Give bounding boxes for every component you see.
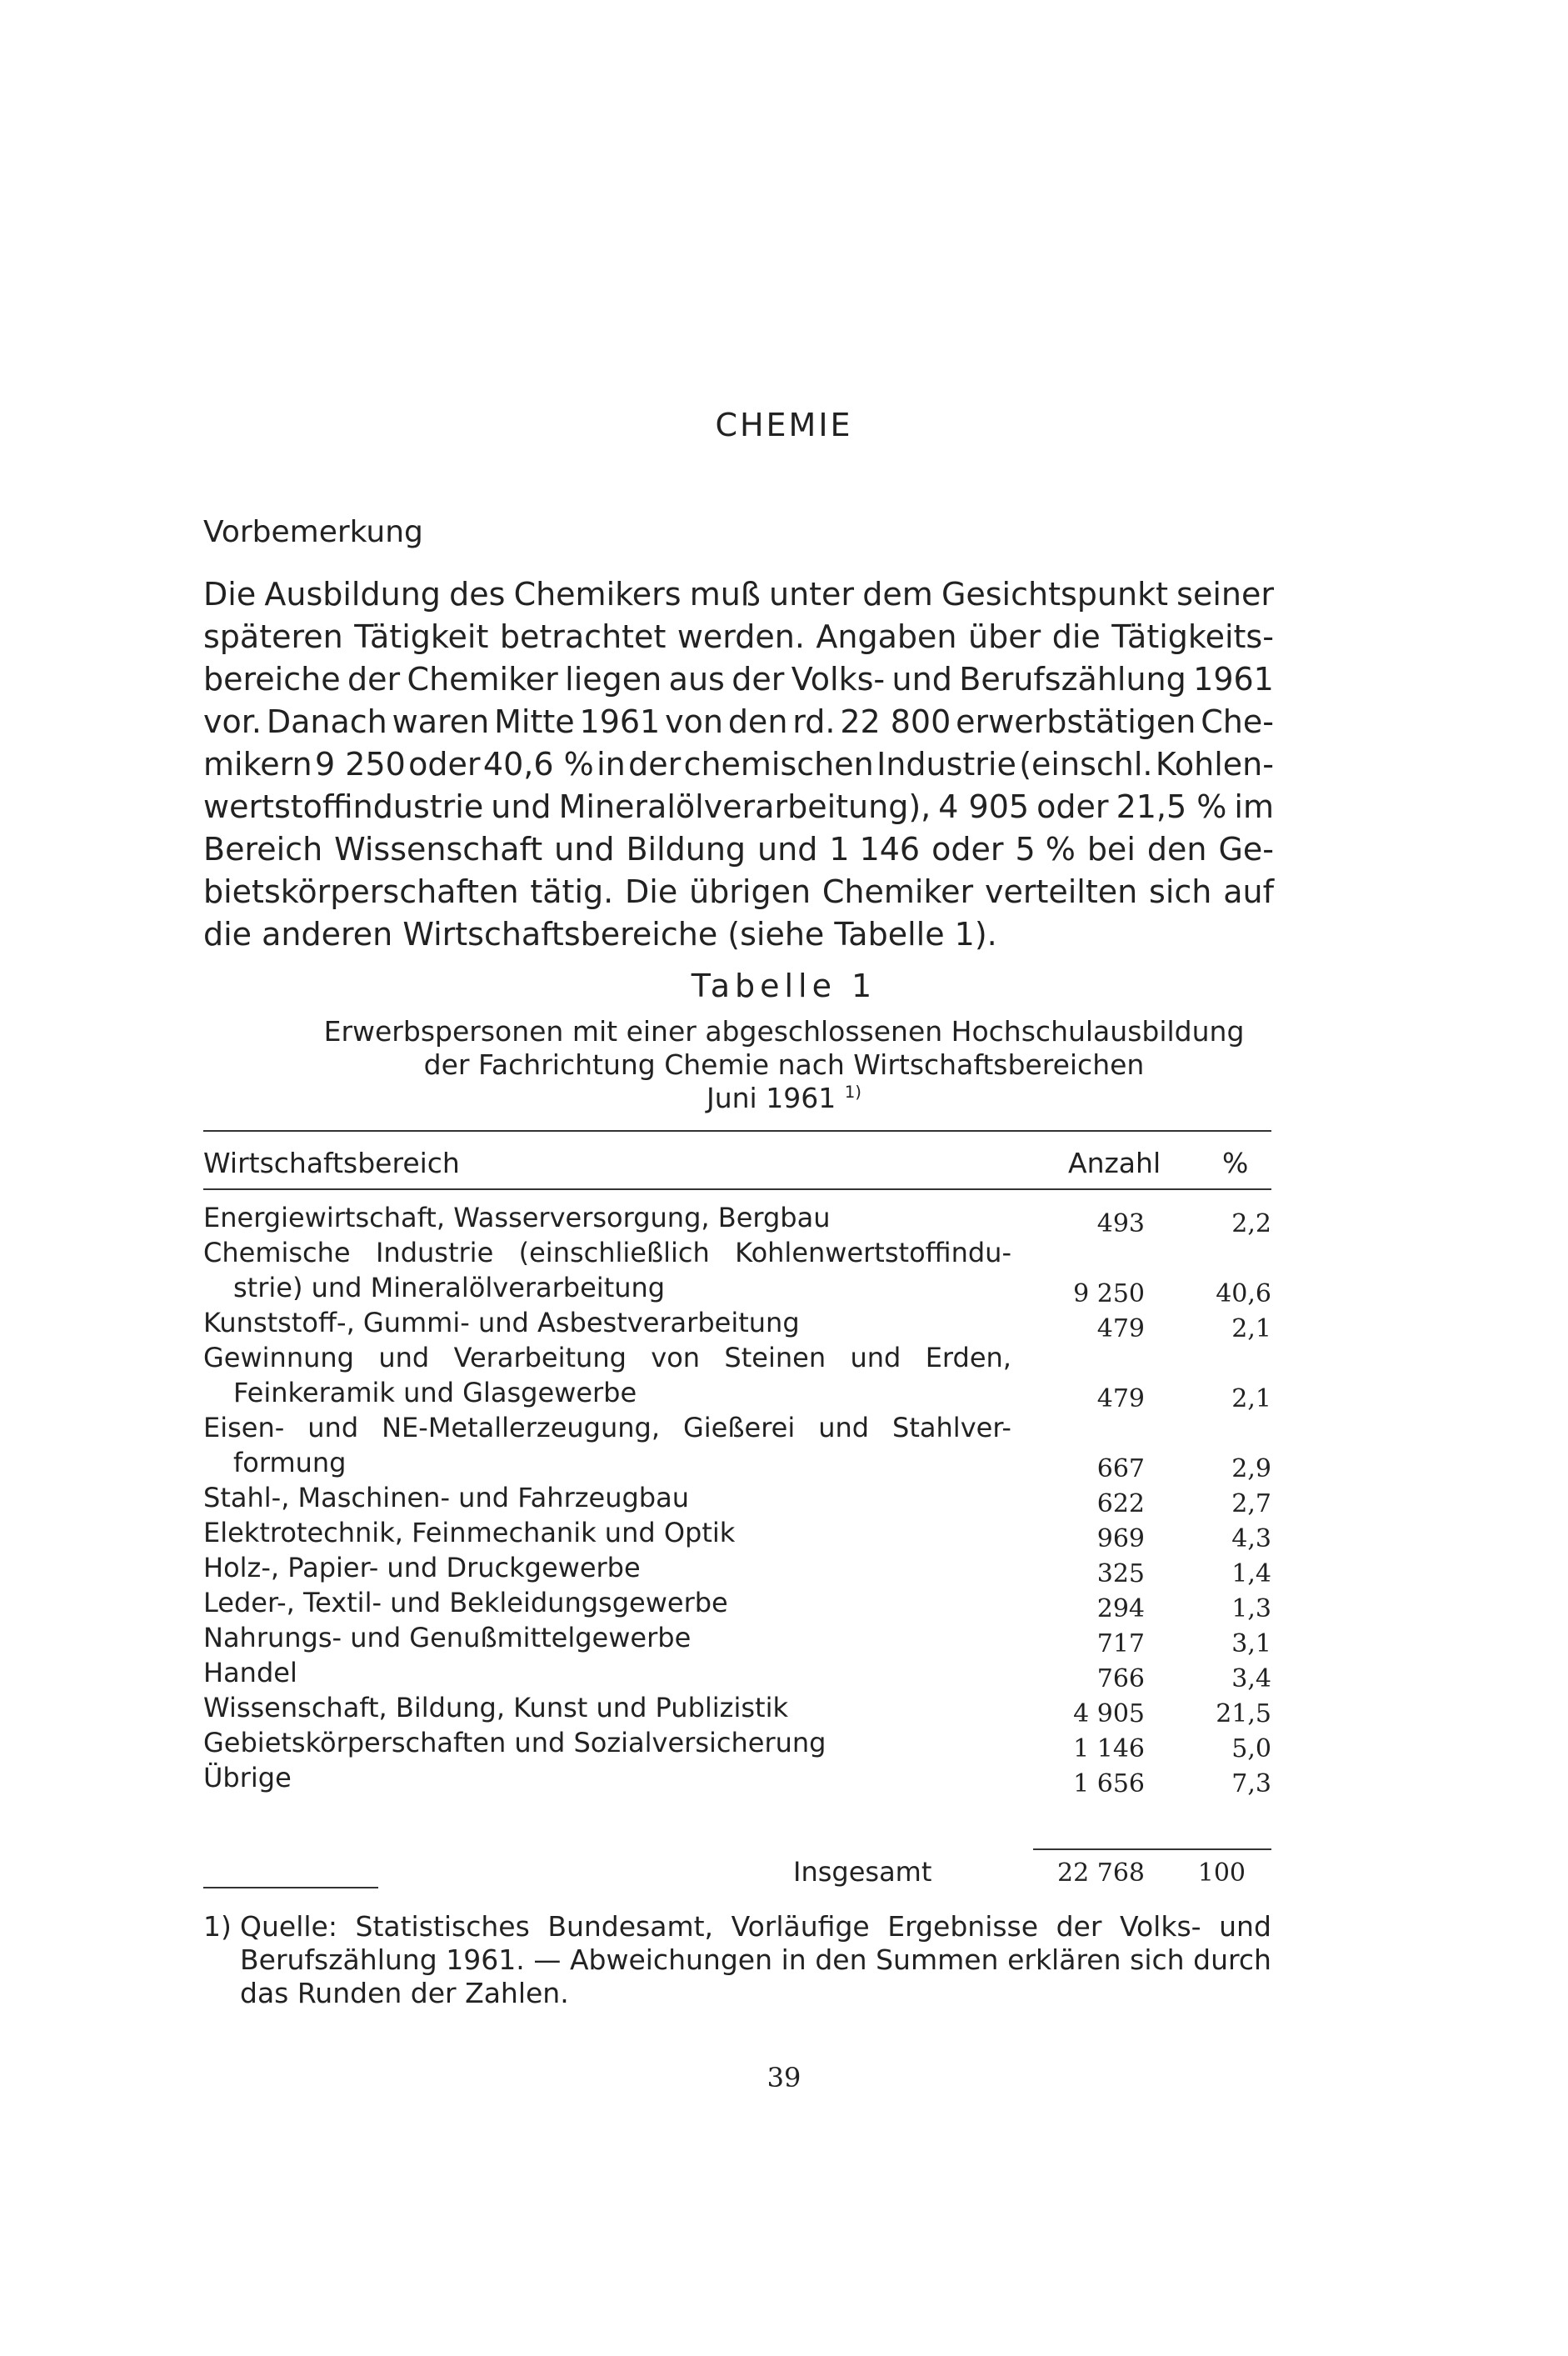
caption-footnote-marker: 1) (844, 1083, 861, 1103)
word: Chemiker (407, 661, 558, 698)
word: oder (931, 831, 1004, 868)
paragraph-line (203, 573, 1274, 616)
percent-cell: 3,1 (1231, 1629, 1271, 1658)
page-title: CHEMIE (715, 407, 853, 443)
page-number: 39 (767, 2062, 801, 2093)
sector-word: Handel (203, 1657, 297, 1688)
sector-label (203, 1690, 1011, 1725)
word: der (628, 746, 682, 783)
sector-word: Chemische (203, 1237, 351, 1268)
percent-cell: 2,2 (1231, 1209, 1271, 1238)
sector-word: Kunststoff-, Gummi- und Asbestverarbeitung (203, 1307, 800, 1338)
word: Chemikers (513, 576, 682, 613)
table-row (203, 1550, 1271, 1588)
word: über (968, 618, 1041, 655)
sector-word: Industrie (375, 1237, 494, 1268)
word: vor. (203, 703, 262, 740)
table-row (203, 1480, 1271, 1518)
word: Industrie (876, 746, 1016, 783)
word: Kohlen- (1155, 746, 1274, 783)
total-percent: 100 (1197, 1858, 1246, 1888)
word: Wissenschaft (334, 831, 543, 868)
word: Mineralölverarbeitung), (558, 788, 931, 825)
word: Berufszählung (959, 661, 1186, 698)
word: bietskörperschaften (203, 873, 519, 910)
footnote-separator (203, 1887, 378, 1888)
sector-word: Gewinnung (203, 1342, 354, 1373)
sector-label (203, 1200, 1011, 1235)
intro-paragraph (203, 573, 1274, 956)
word: späteren (203, 618, 343, 655)
word: betrachtet (499, 618, 667, 655)
footnote-word: sich (1130, 1943, 1185, 1976)
sector-label (203, 1550, 1011, 1585)
sector-word: und (378, 1342, 430, 1373)
table-row (203, 1305, 1271, 1343)
word: (einschl. (1019, 746, 1153, 783)
word: übrigen (689, 873, 811, 910)
paragraph-line (203, 658, 1274, 701)
sector-word: Kohlenwertstoffindu- (735, 1237, 1011, 1268)
word: Ausbildung (264, 576, 441, 613)
table-row (203, 1585, 1271, 1623)
total-count: 22 768 (1057, 1858, 1145, 1888)
word: sich (1149, 873, 1212, 910)
word: verteilten (984, 873, 1138, 910)
word: Ge- (1218, 831, 1274, 868)
word: den (727, 703, 788, 740)
word: und (891, 661, 952, 698)
paragraph-line (203, 871, 1274, 913)
word: Gesichtspunkt (941, 576, 1168, 613)
word: Chemiker (821, 873, 974, 910)
word: chemischen (683, 746, 874, 783)
table-top-rule (203, 1130, 1271, 1132)
paragraph-line (203, 701, 1274, 743)
word: Danach (266, 703, 387, 740)
word: und (757, 831, 818, 868)
word: auf (1223, 873, 1274, 910)
percent-cell: 2,1 (1231, 1384, 1271, 1413)
footnote-word: Vorläufige (731, 1910, 870, 1943)
footnote-word: durch (1193, 1943, 1271, 1976)
paragraph-line (203, 828, 1274, 871)
word: 5 % (1015, 831, 1076, 868)
word: Volks- (791, 661, 886, 698)
sector-word: Leder-, Textil- und Bekleidungsgewerbe (203, 1587, 728, 1618)
table-header-rule (203, 1188, 1271, 1190)
footnote-word: der (1056, 1910, 1102, 1943)
sector-word: Wissenschaft, Bildung, Kunst und Publizistik (203, 1692, 788, 1723)
table-row (203, 1760, 1271, 1798)
footnote-word: Statistisches (355, 1910, 530, 1943)
word: Mitte (494, 703, 575, 740)
sector-label (203, 1480, 1011, 1515)
word: im (1234, 788, 1274, 825)
sector-label (203, 1410, 1011, 1480)
footnote-word: — (533, 1943, 562, 1976)
sector-word: und (850, 1342, 901, 1373)
paragraph-line (203, 743, 1274, 786)
section-heading: Vorbemerkung (203, 515, 423, 549)
word: 21,5 % (1116, 788, 1227, 825)
footnote-word: Volks- (1119, 1910, 1201, 1943)
col-header-percent: % (1222, 1147, 1249, 1179)
percent-cell: 2,9 (1231, 1454, 1271, 1483)
word: 40,6 % (482, 746, 594, 783)
word: dem (862, 576, 933, 613)
sector-word: Holz-, Papier- und Druckgewerbe (203, 1552, 641, 1583)
count-cell: 667 (1096, 1454, 1145, 1483)
sector-label (203, 1655, 1011, 1690)
percent-cell: 4,3 (1231, 1524, 1271, 1553)
word: von (665, 703, 723, 740)
table-row (203, 1515, 1271, 1553)
word: Che- (1201, 703, 1274, 740)
count-cell: 1 146 (1073, 1734, 1145, 1763)
word: Angaben (816, 618, 957, 655)
sector-label (203, 1235, 1011, 1305)
word: und (491, 788, 552, 825)
word: waren (392, 703, 490, 740)
word: und (554, 831, 615, 868)
col-header-count: Anzahl (1068, 1147, 1161, 1179)
count-cell: 1 656 (1073, 1769, 1145, 1798)
sector-label (203, 1760, 1011, 1795)
percent-cell: 1,3 (1231, 1594, 1271, 1623)
word: der (347, 661, 401, 698)
caption-line-1: Erwerbspersonen mit einer abgeschlossenen Hochschulausbildung (323, 1015, 1245, 1048)
count-cell: 493 (1096, 1209, 1145, 1238)
sector-word: Eisen- (203, 1412, 285, 1443)
word: aus (668, 661, 725, 698)
percent-cell: 1,4 (1231, 1559, 1271, 1588)
footnote-word: und (1219, 1910, 1271, 1943)
caption-line-2: der Fachrichtung Chemie nach Wirtschaftsbereichen (423, 1048, 1145, 1081)
word: die (1051, 618, 1101, 655)
percent-cell: 7,3 (1231, 1769, 1271, 1798)
footnote-word: Bundesamt, (547, 1910, 714, 1943)
footnote-word: Berufszählung (240, 1943, 437, 1976)
sector-label-continuation: strie) und Mineralölverarbeitung (233, 1272, 666, 1303)
footnote-word: erklären (1007, 1943, 1121, 1976)
word: liegen (565, 661, 662, 698)
word: tätig. (530, 873, 614, 910)
table-row (203, 1725, 1271, 1763)
word: bereiche (203, 661, 341, 698)
table-caption (0, 1015, 1568, 1115)
footnote-word: Summen (876, 1943, 999, 1976)
word: oder (408, 746, 481, 783)
sector-label (203, 1725, 1011, 1760)
sector-word: (einschließlich (518, 1237, 710, 1268)
table-heading: Tabelle 1 (691, 968, 877, 1004)
count-cell: 766 (1096, 1664, 1145, 1693)
sector-word: NE-Metallerzeugung, (382, 1412, 661, 1443)
sector-word: Elektrotechnik, Feinmechanik und Optik (203, 1517, 736, 1548)
word: unter (768, 576, 855, 613)
col-header-sector: Wirtschaftsbereich (203, 1147, 460, 1179)
word: 9 250 (315, 746, 406, 783)
table-body (203, 1200, 1271, 1798)
sector-word: Gebietskörperschaften und Sozialversicherung (203, 1727, 826, 1758)
sector-word: Energiewirtschaft, Wasserversorgung, Bergbau (203, 1202, 831, 1233)
footnote-word: Ergebnisse (887, 1910, 1039, 1943)
word: rd. (792, 703, 836, 740)
footnote-line (203, 1910, 1271, 1943)
word: oder (1036, 788, 1109, 825)
count-cell: 9 250 (1073, 1279, 1145, 1308)
word: 1961 (579, 703, 661, 740)
table-row (203, 1200, 1271, 1238)
word: in (597, 746, 626, 783)
word: Tätigkeits- (1111, 618, 1274, 655)
footnote-word: Abweichungen (569, 1943, 772, 1976)
word: der (732, 661, 785, 698)
word: erwerbstätigen (956, 703, 1196, 740)
count-cell: 479 (1096, 1314, 1145, 1343)
table-row (203, 1655, 1271, 1693)
percent-cell: 5,0 (1231, 1734, 1271, 1763)
count-cell: 4 905 (1073, 1699, 1145, 1728)
sector-label-continuation: Feinkeramik und Glasgewerbe (233, 1377, 637, 1408)
percent-cell: 21,5 (1216, 1699, 1271, 1728)
sector-word: Steinen (724, 1342, 826, 1373)
caption-line-3: Juni 1961 $^{1)}$ (706, 1082, 861, 1114)
word: muß (689, 576, 761, 613)
sector-label (203, 1340, 1011, 1410)
paragraph-line (203, 616, 1274, 658)
sector-word: Stahlver- (892, 1412, 1011, 1443)
word: 1961 (1193, 661, 1274, 698)
word: den (1146, 831, 1207, 868)
sector-word: und (818, 1412, 870, 1443)
percent-cell: 2,1 (1231, 1314, 1271, 1343)
percent-cell: 40,6 (1216, 1279, 1271, 1308)
sector-label-continuation: formung (233, 1447, 347, 1478)
word: seiner (1176, 576, 1274, 613)
sector-word: Übrige (203, 1762, 292, 1793)
sector-word: Verarbeitung (453, 1342, 627, 1373)
footnote-word: in (781, 1943, 806, 1976)
sector-word: Erden, (925, 1342, 1011, 1373)
footnote-marker: 1) (203, 1910, 232, 1943)
word: 4 905 (938, 788, 1030, 825)
word: Die (203, 576, 257, 613)
footnote-word: 1961. (446, 1943, 525, 1976)
footnote-line (203, 1943, 1271, 1977)
table-row (203, 1235, 1271, 1308)
sector-label (203, 1620, 1011, 1655)
sector-label (203, 1585, 1011, 1620)
word: mikern (203, 746, 312, 783)
word: werden. (677, 618, 805, 655)
count-cell: 325 (1096, 1559, 1145, 1588)
footnote-line (203, 1977, 1271, 2010)
sector-word: von (651, 1342, 701, 1373)
word: Bildung (626, 831, 747, 868)
footnote-word: Quelle: (240, 1910, 337, 1943)
sector-word: Stahl-, Maschinen- und Fahrzeugbau (203, 1482, 689, 1513)
sector-label (203, 1305, 1011, 1340)
word: 1 146 (829, 831, 921, 868)
count-cell: 479 (1096, 1384, 1145, 1413)
word: Die (625, 873, 678, 910)
table-row (203, 1340, 1271, 1413)
total-label: Insgesamt (793, 1856, 932, 1888)
sector-word: Gießerei (682, 1412, 796, 1443)
sector-word: Nahrungs- und Genußmittelgewerbe (203, 1622, 692, 1653)
word: wertstoffindustrie (203, 788, 484, 825)
paragraph-line (203, 786, 1274, 828)
table-row (203, 1410, 1271, 1483)
word: Bereich (203, 831, 323, 868)
word: Tätigkeit (354, 618, 489, 655)
sum-rule (1033, 1848, 1271, 1850)
word: bei (1086, 831, 1136, 868)
paragraph-line (203, 913, 1274, 956)
count-cell: 969 (1096, 1524, 1145, 1553)
sector-word: und (307, 1412, 359, 1443)
word: die anderen Wirtschaftsbereiche (siehe Tabelle 1). (203, 916, 997, 953)
percent-cell: 2,7 (1231, 1489, 1271, 1518)
count-cell: 622 (1096, 1489, 1145, 1518)
percent-cell: 3,4 (1231, 1664, 1271, 1693)
table-row (203, 1690, 1271, 1728)
word: 22 800 (840, 703, 951, 740)
table-row (203, 1620, 1271, 1658)
word: des (449, 576, 506, 613)
sector-label (203, 1515, 1011, 1550)
footnote-word: das Runden der Zahlen. (240, 1977, 569, 2009)
footnote (203, 1910, 1271, 2010)
count-cell: 717 (1096, 1629, 1145, 1658)
count-cell: 294 (1096, 1594, 1145, 1623)
footnote-word: den (815, 1943, 867, 1976)
